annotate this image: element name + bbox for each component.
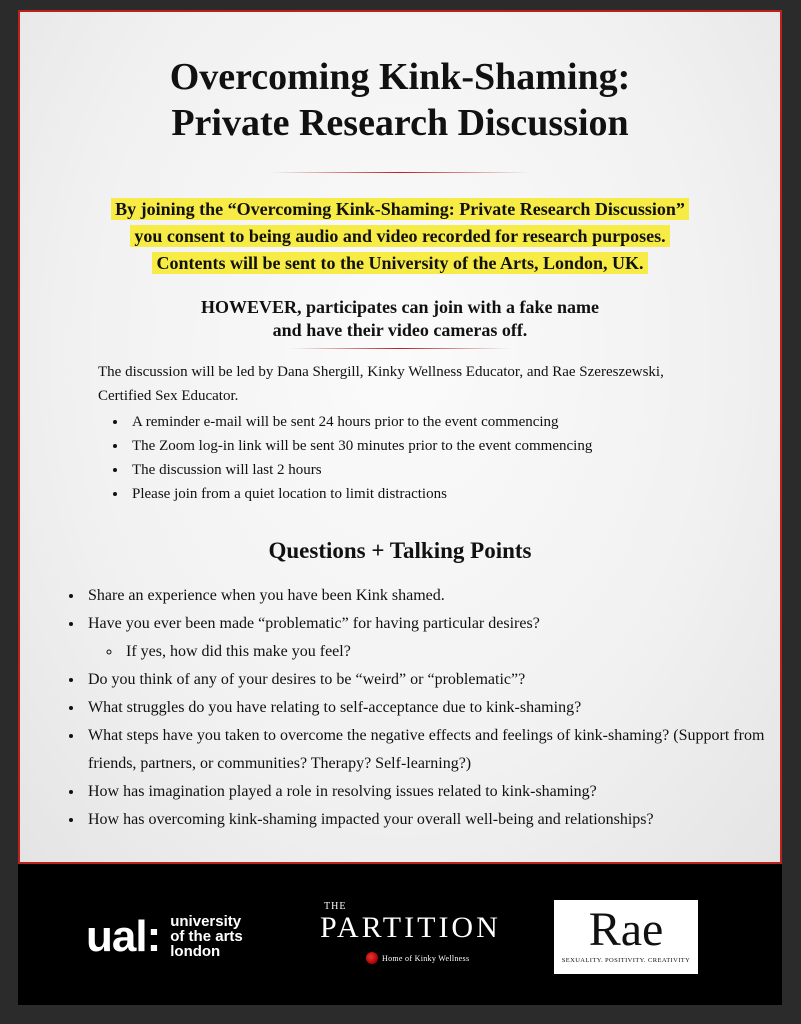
notice-divider	[290, 348, 510, 349]
consent-line-1: By joining the “Overcoming Kink-Shaming: Private Research Discussion”	[111, 198, 689, 220]
list-item: • Do you think of any of your desires to be “weird” or “problematic”?	[84, 666, 792, 694]
list-item: • The Zoom log-in link will be sent 30 minutes prior to the event commencing	[128, 434, 698, 458]
list-item: • Please join from a quiet location to limit distractions	[128, 482, 698, 506]
consent-line-3: Contents will be sent to the University of the Arts, London, UK.	[152, 252, 647, 274]
list-item: • A reminder e-mail will be sent 24 hours prior to the event commencing	[128, 410, 698, 434]
ual-logo	[86, 911, 243, 961]
flyer-page	[18, 10, 782, 1005]
page-title: Overcoming Kink-Shaming: Private Research Discussion	[169, 56, 631, 144]
questions-heading: Questions + Talking Points	[268, 538, 532, 563]
sponsor-footer	[18, 866, 782, 1005]
consent-notice	[20, 196, 780, 277]
rose-icon	[366, 952, 378, 964]
questions-list	[60, 582, 792, 834]
anonymity-notice: HOWEVER, participates can join with a fake name and have their video cameras off.	[201, 297, 599, 340]
sub-list	[88, 638, 792, 666]
list-item: • Share an experience when you have been Kink shamed.	[84, 582, 792, 610]
title-divider	[270, 172, 530, 173]
list-item: • What struggles do you have relating to self-acceptance due to kink-shaming?	[84, 694, 792, 722]
intro-text: The discussion will be led by Dana Shergill, Kinky Wellness Educator, and Rae Szereszewski, Certified Sex Educator.	[98, 364, 664, 404]
rae-logo: Rae SEXUALITY. POSITIVITY. CREATIVITY	[554, 900, 698, 974]
details-list	[98, 410, 698, 506]
ual-logo-mark: ual:	[86, 911, 161, 961]
flyer-card	[18, 10, 782, 864]
list-item: ◦ If yes, how did this make you feel?	[122, 638, 792, 666]
partition-logo: THE PARTITION Home of Kinky Wellness	[320, 901, 501, 963]
discussion-details	[98, 360, 698, 506]
list-item: • How has imagination played a role in resolving issues related to kink-shaming?	[84, 778, 792, 806]
list-item: • Have you ever been made “problematic” for having particular desires? ◦ If yes, how did this make you feel?	[84, 610, 792, 666]
list-item: • How has overcoming kink-shaming impacted your overall well-being and relationships?	[84, 806, 792, 834]
list-item: • The discussion will last 2 hours	[128, 458, 698, 482]
list-item: • What steps have you taken to overcome the negative effects and feelings of kink-shaming? (Support from friends, partners, or communities? Therapy? Self-learning?)	[84, 722, 792, 778]
consent-line-2: you consent to being audio and video recorded for research purposes.	[130, 225, 669, 247]
ual-logo-text: university of the arts london	[170, 913, 243, 960]
